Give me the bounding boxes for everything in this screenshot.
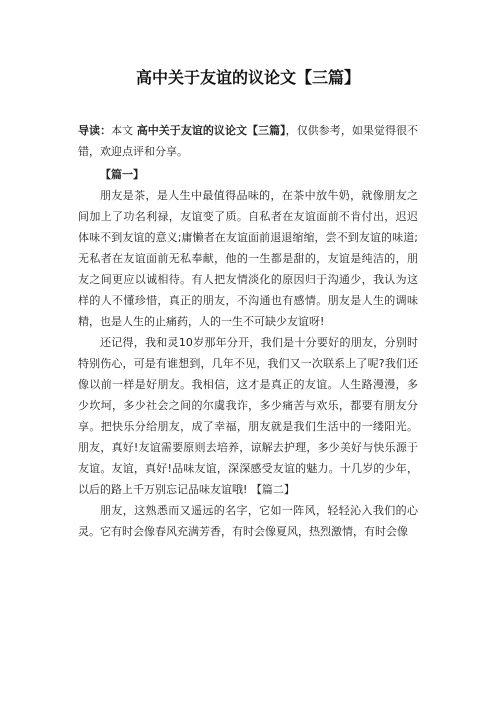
intro-prefix: 本文 (111, 124, 137, 137)
body-paragraph-2: 还记得，我和灵10岁那年分开，我们是十分要好的朋友，分别时特别伤心，可是有谁想到，几年不见，我们又一次联系上了呢?我们还像以前一样是好朋友。我相信，这才是真正的友谊。人生路漫漫，多少坎坷，多少社会之间的尔虞我诈，多少痛苦与欢乐，都要有朋友分享。把快乐分给朋友，成了幸福，朋友就是我们生活中的一缕阳光。朋友，真好!友谊需要原则去培养，谅解去护理，多少美好与快乐源于友谊。友谊，真好!品味友谊，深深感受友谊的魅力。十几岁的少年，以后的路上千万别忘记品味友谊哦! 【篇二】 (78, 336, 418, 496)
intro-paragraph (78, 120, 418, 162)
document-title: 高中关于友谊的议论文【三篇】 (135, 68, 360, 87)
body-paragraph-3: 朋友，这熟悉而又遥远的名字，它如一阵风，轻轻沁入我们的心灵。它有时会像春风充满芳香，有时会像夏风，热烈激情，有时会像 (78, 504, 418, 538)
intro-article-title: 高中关于友谊的议论文【三篇】 (136, 124, 286, 137)
intro-lead: 导读： (78, 124, 112, 137)
section-one-label: 【篇一】 (100, 168, 144, 181)
body-paragraph-1: 朋友是茶，是人生中最值得品味的，在茶中放牛奶，就像朋友之间加上了功名利禄，友谊变了质。自私者在友谊面前不肯付出，迟迟体味不到友谊的意义;庸懒者在友谊面前退退缩缩，尝不到友谊的味道;无私者在友谊面前无私奉献，他的一生都是甜的，友谊是纯洁的，朋友之间更应以诚相待。有人把友情淡化的原因归于沟通少，我认为这样的人不懂珍惜，真正的朋友，不沟通也有感情。朋友是人生的调味精，也是人生的止痛药，人的一生不可缺少友谊呀! (78, 189, 418, 328)
intro-suffix: ，仅供参考，如果觉得很不错，欢迎点评和分享。 (78, 124, 419, 158)
